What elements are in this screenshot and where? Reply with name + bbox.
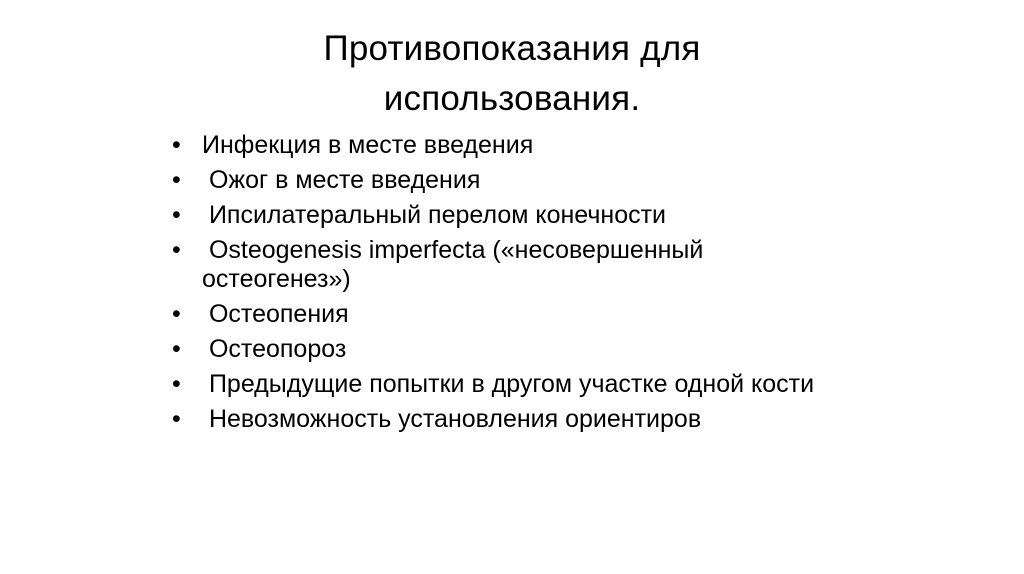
slide-title-line-1: Противопоказания для (323, 29, 701, 68)
bullet-icon: • (172, 236, 181, 264)
list-item-text: Невозможность установления ориентиров (202, 405, 702, 433)
list-item-text: Инфекция в месте введения (202, 131, 534, 159)
bullet-icon: • (172, 300, 181, 328)
list-item (172, 300, 852, 329)
list-item-text: Остеопороз (202, 335, 347, 363)
list-item-text: Остеопения (202, 300, 349, 328)
bullet-icon: • (172, 131, 181, 159)
list-item-text: Osteogenesis imperfecta («несовершенный остеогенез») (202, 236, 711, 293)
slide-title (262, 24, 762, 124)
list-item (172, 405, 852, 434)
bullet-icon: • (172, 201, 181, 229)
list-item (172, 201, 852, 230)
bullet-icon: • (172, 370, 181, 398)
list-item-text: Ожог в месте введения (202, 166, 481, 194)
bullet-icon: • (172, 335, 181, 363)
list-item (172, 335, 852, 364)
list-item-text: Ипсилатеральный перелом конечности (202, 201, 667, 229)
slide-title-line-2: использования. (383, 79, 641, 118)
bullet-icon: • (172, 405, 181, 433)
contraindications-list (172, 131, 852, 440)
bullet-icon: • (172, 166, 181, 194)
list-item (172, 370, 852, 399)
list-item (172, 131, 852, 160)
list-item (172, 236, 852, 294)
list-item-text: Предыдущие попытки в другом участке одной кости (202, 370, 815, 398)
list-item (172, 166, 852, 195)
